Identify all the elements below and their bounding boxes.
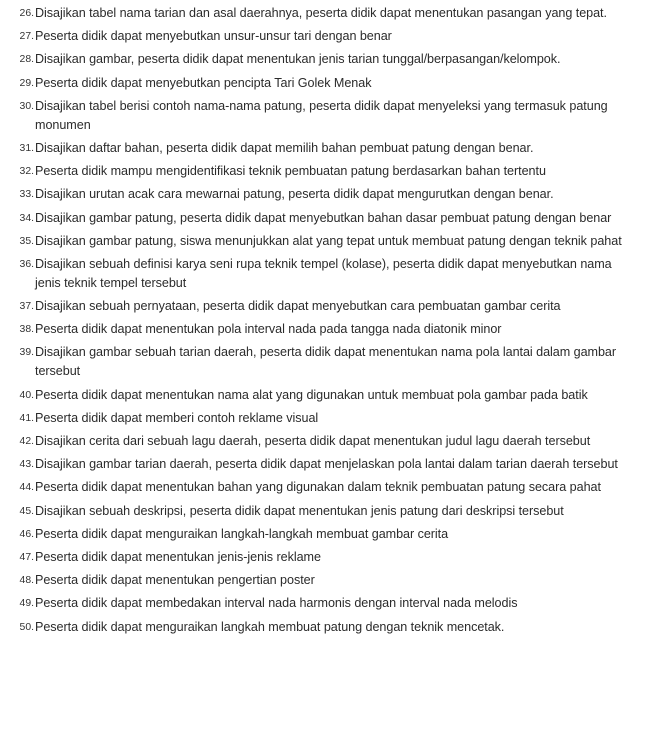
list-item: [0, 97, 656, 135]
item-text: Disajikan gambar patung, peserta didik dapat menyebutkan bahan dasar pembuat patung dengan benar: [35, 210, 612, 225]
item-text: Disajikan cerita dari sebuah lagu daerah, peserta didik dapat menentukan judul lagu daerah tersebut: [35, 434, 591, 448]
list-item: [0, 502, 656, 521]
list-item: [0, 232, 656, 251]
item-text: Disajikan gambar sebuah tarian daerah, peserta didik dapat menentukan nama pola lantai dalam gambar tersebut: [35, 345, 617, 379]
list-item: [0, 409, 656, 428]
item-text: Disajikan tabel nama tarian dan asal daerahnya, peserta didik dapat menentukan pasangan yang tepat.: [35, 6, 607, 20]
list-item: [0, 320, 656, 339]
item-text: Peserta didik dapat menentukan pengertian poster: [35, 573, 315, 588]
item-number: 34.: [19, 212, 34, 224]
item-text: Disajikan gambar patung, siswa menunjukkan alat yang tepat untuk membuat patung dengan teknik pahat: [35, 233, 622, 248]
list-item: [0, 432, 656, 451]
item-number: 28.: [19, 54, 34, 66]
list-item: [0, 139, 656, 158]
item-text: Peserta didik dapat menguraikan langkah membuat patung dengan teknik mencetak.: [35, 619, 505, 634]
item-text: Disajikan urutan acak cara mewarnai patung, peserta didik dapat mengurutkan dengan benar.: [35, 187, 554, 202]
item-number: 26.: [19, 8, 34, 19]
list-item: [0, 162, 656, 181]
item-text: Peserta didik mampu mengidentifikasi teknik pembuatan patung berdasarkan bahan tertentu: [35, 164, 546, 179]
list-item: [0, 571, 656, 590]
item-number: 36.: [19, 258, 34, 270]
list-item: [0, 618, 656, 637]
item-number: 31.: [19, 142, 34, 154]
item-number: 43.: [19, 459, 34, 471]
list-item: [0, 525, 656, 544]
item-number: 33.: [19, 189, 34, 201]
list-item: [0, 185, 656, 204]
list-item: [0, 594, 656, 613]
item-text: Disajikan sebuah definisi karya seni rupa teknik tempel (kolase), peserta didik dapat menyebutkan nama jenis teknik tempel tersebut: [35, 256, 612, 290]
item-number: 44.: [19, 482, 34, 494]
item-number: 30.: [19, 100, 34, 112]
item-number: 48.: [19, 575, 34, 587]
item-text: Disajikan gambar tarian daerah, peserta didik dapat menjelaskan pola lantai dalam tarian daerah tersebut: [35, 457, 618, 472]
item-text: Peserta didik dapat menentukan nama alat yang digunakan untuk membuat pola gambar pada batik: [35, 387, 588, 402]
item-number: 35.: [19, 235, 34, 247]
list-item: [0, 455, 656, 474]
list-item: [0, 209, 656, 228]
item-text: Disajikan sebuah deskripsi, peserta didik dapat menentukan jenis patung dari deskripsi tersebut: [35, 503, 564, 518]
list-item: [0, 478, 656, 497]
item-text: Disajikan tabel berisi contoh nama-nama patung, peserta didik dapat menyeleksi yang termasuk patung monumen: [35, 98, 608, 132]
item-text: Peserta didik dapat menguraikan langkah-langkah membuat gambar cerita: [35, 526, 449, 541]
list-item: [0, 4, 656, 23]
list-item: [0, 548, 656, 567]
item-number: 38.: [19, 324, 34, 336]
item-text: Disajikan daftar bahan, peserta didik dapat memilih bahan pembuat patung dengan benar.: [35, 140, 534, 155]
list-item: [0, 297, 656, 316]
item-number: 41.: [19, 412, 34, 424]
item-text: Peserta didik dapat memberi contoh reklame visual: [35, 410, 319, 425]
item-number: 27.: [19, 31, 34, 43]
item-text: Peserta didik dapat menentukan jenis-jenis reklame: [35, 549, 321, 564]
item-text: Peserta didik dapat menentukan bahan yang digunakan dalam teknik pembuatan patung secara pahat: [35, 480, 601, 495]
list-item: [0, 50, 656, 69]
item-number: 49.: [19, 598, 34, 610]
item-number: 46.: [19, 528, 34, 540]
item-text: Peserta didik dapat membedakan interval nada harmonis dengan interval nada melodis: [35, 596, 518, 611]
item-text: Peserta didik dapat menentukan pola interval nada pada tangga nada diatonik minor: [35, 322, 502, 337]
item-number: 50.: [19, 621, 34, 633]
list-item: [0, 255, 656, 293]
item-number: 40.: [19, 389, 34, 401]
list-item: [0, 386, 656, 405]
item-text: Disajikan gambar, peserta didik dapat menentukan jenis tarian tunggal/berpasangan/kelompok.: [35, 52, 561, 67]
list-item: [0, 74, 656, 93]
item-number: 37.: [19, 301, 34, 313]
indicator-list: [0, 4, 656, 641]
item-number: 45.: [19, 505, 34, 517]
item-number: 29.: [19, 77, 34, 89]
list-item: [0, 27, 656, 46]
list-item: [0, 343, 656, 381]
item-number: 47.: [19, 551, 34, 563]
item-number: 32.: [19, 166, 34, 178]
item-text: Peserta didik dapat menyebutkan pencipta Tari Golek Menak: [35, 75, 372, 90]
item-number: 39.: [19, 347, 34, 359]
item-number: 42.: [19, 436, 34, 447]
item-text: Disajikan sebuah pernyataan, peserta didik dapat menyebutkan cara pembuatan gambar cerita: [35, 299, 561, 314]
item-text: Peserta didik dapat menyebutkan unsur-unsur tari dengan benar: [35, 29, 392, 44]
